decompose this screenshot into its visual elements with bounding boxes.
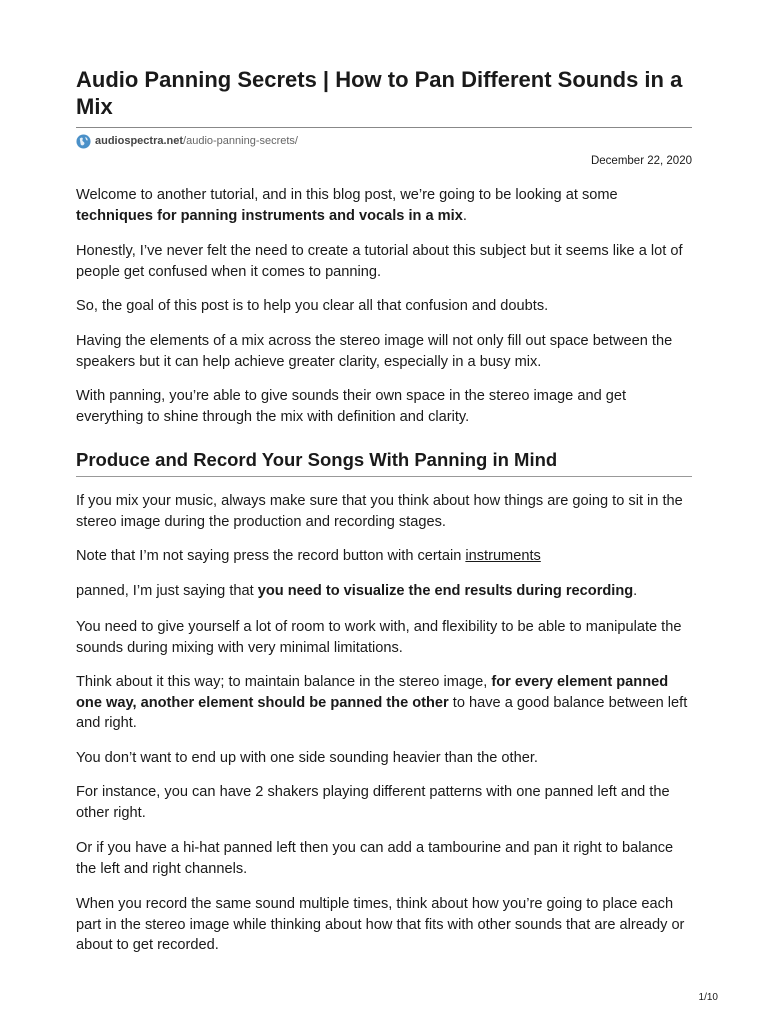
title-divider — [76, 127, 692, 128]
paragraph: With panning, you’re able to give sounds their own space in the stereo image and get everything to shine through the mix with definition and clarity. — [76, 388, 627, 425]
paragraph: So, the goal of this post is to help you clear all that confusion and doubts. — [76, 298, 549, 314]
paragraph-text: to have a good balance between left and right. — [76, 694, 688, 731]
paragraph: If you mix your music, always make sure that you think about how things are going to sit in the stereo image during the production and recording stages. — [76, 493, 683, 530]
paragraph: You don’t want to end up with one side sounding heavier than the other. — [76, 750, 538, 766]
instruments-link[interactable]: instruments — [465, 548, 541, 564]
paragraph: Or if you have a hi-hat panned left then you can add a tambourine and pan it right to balance the left and right channels. — [76, 840, 674, 877]
paragraph — [76, 546, 692, 567]
paragraph-intro — [76, 185, 692, 226]
paragraph-text: . — [633, 583, 638, 599]
bold-text: for every element panned one way, another element should be panned the other — [76, 674, 669, 711]
source-domain[interactable]: audiospectra.net — [95, 135, 184, 147]
paragraph: Having the elements of a mix across the stereo image will not only fill out space between the speakers but it can help achieve greater clarity, especially in a busy mix. — [76, 333, 673, 370]
globe-icon — [76, 134, 91, 149]
source-path[interactable]: /audio-panning-secrets/ — [183, 135, 298, 147]
paragraph: When you record the same sound multiple times, think about how you’re going to place each part in the stereo image while thinking about how that fits with other sounds that are already or about to get recorded. — [76, 896, 685, 953]
paragraph-text: Welcome to another tutorial, and in this blog post, we’re going to be looking at some — [76, 187, 618, 203]
paragraph: For instance, you can have 2 shakers playing different patterns with one panned left and the other right. — [76, 784, 670, 821]
publish-date: December 22, 2020 — [590, 155, 692, 167]
paragraph-text: Think about it this way; to maintain balance in the stereo image, — [76, 674, 492, 690]
page-number: 1/10 — [698, 992, 718, 1003]
bold-text: you need to visualize the end results during recording — [257, 583, 634, 599]
paragraph: Honestly, I’ve never felt the need to create a tutorial about this subject but it seems like a lot of people get confused when it comes to panning. — [76, 243, 683, 280]
source-link[interactable] — [76, 132, 298, 150]
section-divider — [76, 476, 692, 477]
paragraph-text: Note that I’m not saying press the record button with certain — [76, 548, 466, 564]
bold-text: techniques for panning instruments and vocals in a mix — [76, 207, 463, 224]
paragraph — [76, 672, 692, 734]
page-title: Audio Panning Secrets | How to Pan Different Sounds in a Mix — [76, 67, 683, 119]
paragraph-text: . — [462, 207, 467, 224]
section-heading: Produce and Record Your Songs With Panning in Mind — [76, 449, 558, 470]
paragraph-text: panned, I’m just saying that — [76, 583, 258, 599]
paragraph — [76, 581, 692, 602]
paragraph: You need to give yourself a lot of room to work with, and flexibility to be able to manipulate the sounds during mixing with very minimal limitations. — [76, 619, 682, 656]
